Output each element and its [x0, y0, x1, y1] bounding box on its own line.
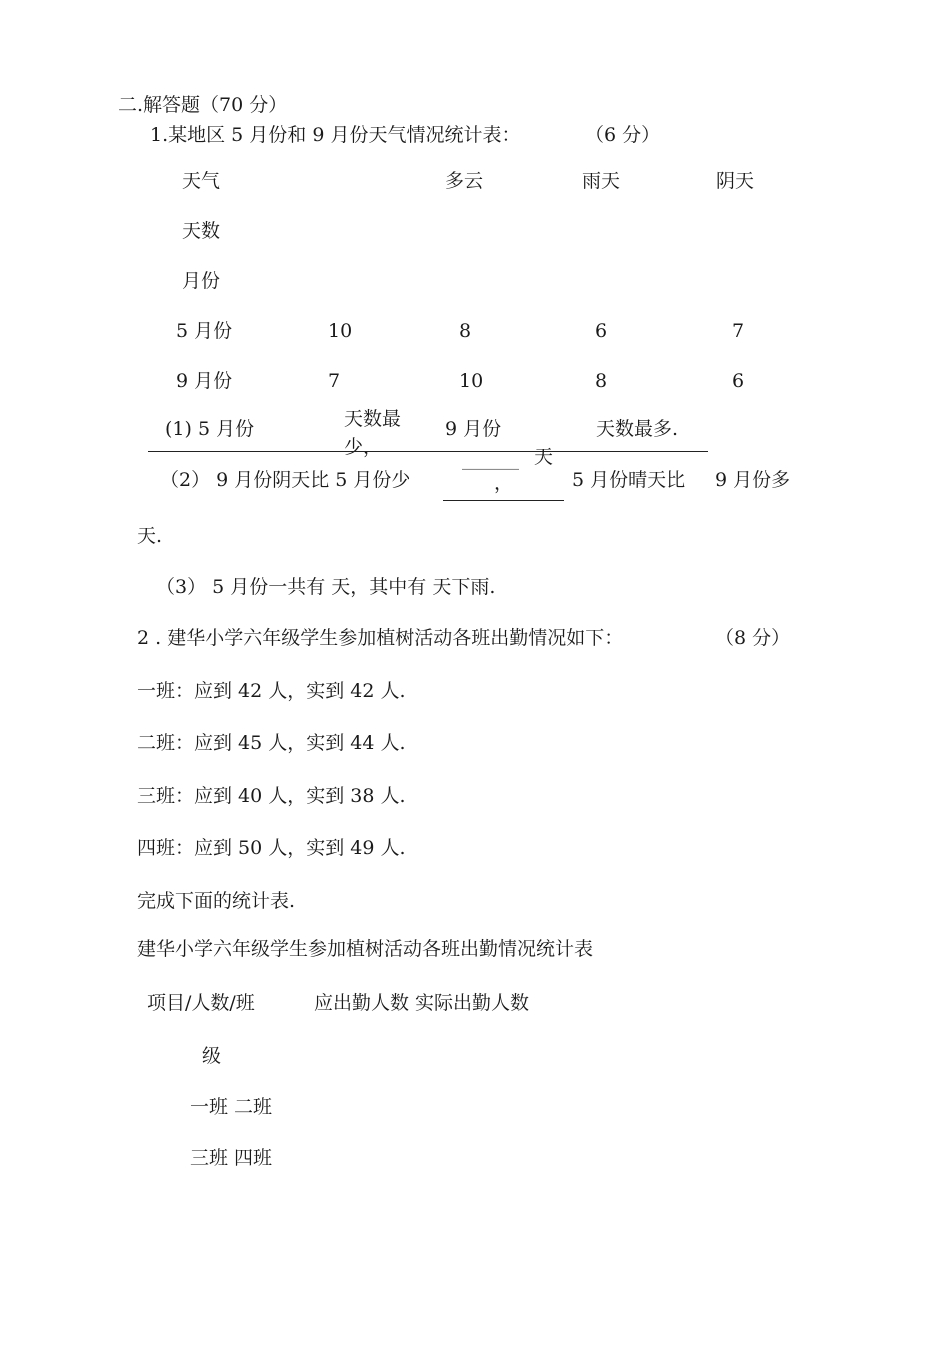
question-1-title: 1.某地区 5 月份和 9 月份天气情况统计表： [150, 124, 521, 146]
sub1-part-b: 天数最 [344, 408, 402, 430]
list-item: 四班：应到 50 人，实到 49 人. [137, 837, 406, 859]
sub-question-3: （3） 5 月份一共有 天，其中有 天下雨. [156, 576, 496, 598]
row-label-may: 5 月份 [176, 320, 233, 342]
table-row: 一班 二班 [190, 1096, 273, 1118]
section-title: 二.解答题（70 分） [118, 94, 288, 116]
cell-may-overcast: 7 [732, 320, 745, 342]
list-item: 一班：应到 42 人，实到 42 人. [137, 680, 406, 702]
table-header-counts: 应出勤人数 实际出勤人数 [314, 992, 530, 1014]
cell-sep-cloudy: 10 [459, 370, 484, 392]
list-item: 二班：应到 45 人，实到 44 人. [137, 732, 406, 754]
table-title: 建华小学六年级学生参加植树活动各班出勤情况统计表 [137, 938, 594, 960]
cell-may-cloudy: 8 [459, 320, 472, 342]
table-header-weather: 天气 [182, 170, 221, 192]
sub1-part-e: 天数最多. [596, 418, 679, 440]
cell-may-sunny: 10 [328, 320, 353, 342]
cell-sep-rainy: 8 [595, 370, 608, 392]
sub2-tail: 天. [137, 525, 163, 547]
answer-line [148, 451, 708, 452]
sub2-part-c: 9 月份多 [715, 469, 791, 491]
table-row-label-days: 天数 [182, 220, 221, 242]
table-header-cloudy: 多云 [445, 170, 484, 192]
question-2-points: （8 分） [715, 627, 791, 649]
table-header-overcast: 阴天 [716, 170, 755, 192]
table-header-item: 项目/人数/班 [147, 992, 255, 1014]
list-item: 三班：应到 40 人，实到 38 人. [137, 785, 406, 807]
question-1-points: （6 分） [585, 124, 661, 146]
sub2-unit: 天 [534, 446, 554, 468]
table-row: 三班 四班 [190, 1147, 273, 1169]
table-header-rainy: 雨天 [582, 170, 621, 192]
answer-line [443, 500, 564, 501]
sub2-part-a: （2） 9 月份阴天比 5 月份少 [160, 469, 411, 491]
instruction-text: 完成下面的统计表. [137, 890, 296, 912]
table-header-item-cont: 级 [202, 1045, 222, 1067]
row-label-sep: 9 月份 [176, 370, 233, 392]
sub2-comma: ， [494, 472, 514, 494]
cell-sep-sunny: 7 [328, 370, 341, 392]
question-2-title: 2 . 建华小学六年级学生参加植树活动各班出勤情况如下： [137, 627, 624, 649]
cell-sep-overcast: 6 [732, 370, 745, 392]
cell-may-rainy: 6 [595, 320, 608, 342]
sub2-part-b: 5 月份晴天比 [572, 469, 686, 491]
sub1-part-a: (1) 5 月份 [165, 418, 255, 440]
sub2-blank: ______ [462, 448, 519, 470]
table-row-label-month: 月份 [182, 270, 221, 292]
sub1-part-d: 9 月份 [445, 418, 502, 440]
sub1-part-c: 少， [344, 436, 383, 458]
